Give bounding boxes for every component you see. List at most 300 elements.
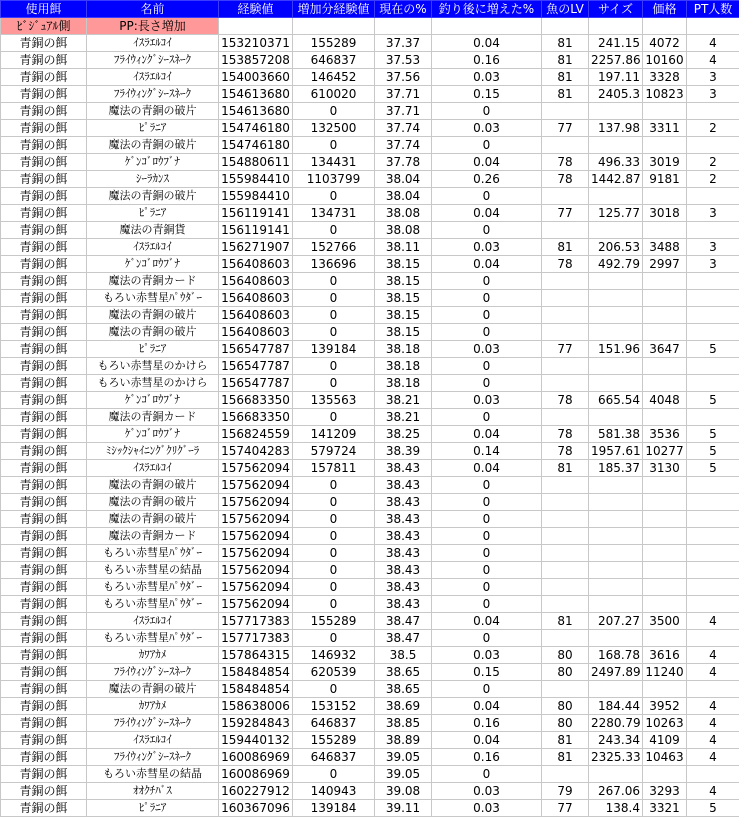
cell-price[interactable]: 3952 <box>643 698 687 715</box>
cell-exp-gain[interactable]: 0 <box>293 137 375 154</box>
cell-price[interactable] <box>643 375 687 392</box>
cell-party-size[interactable]: 4 <box>687 715 739 732</box>
cell-fish-level[interactable]: 78 <box>542 392 589 409</box>
cell-size[interactable] <box>589 137 643 154</box>
cell-exp[interactable]: 157404283 <box>219 443 293 460</box>
cell-bait[interactable]: 青銅の餌 <box>1 392 87 409</box>
cell-bait[interactable]: 青銅の餌 <box>1 630 87 647</box>
empty-cell[interactable] <box>687 18 739 35</box>
cell-party-size[interactable] <box>687 273 739 290</box>
cell-name[interactable]: ﾋﾟﾗﾆｱ <box>87 800 219 817</box>
cell-price[interactable] <box>643 307 687 324</box>
cell-percent-gain[interactable]: 0.14 <box>432 443 542 460</box>
cell-exp[interactable]: 157717383 <box>219 630 293 647</box>
cell-bait[interactable]: 青銅の餌 <box>1 188 87 205</box>
cell-size[interactable]: 125.77 <box>589 205 643 222</box>
cell-percent-gain[interactable]: 0.03 <box>432 783 542 800</box>
cell-name[interactable]: ﾌﾗｲｳｨﾝｸﾞｼｰｽﾈｰｸ <box>87 86 219 103</box>
cell-percent-gain[interactable]: 0.03 <box>432 69 542 86</box>
cell-fish-level[interactable] <box>542 511 589 528</box>
cell-exp-gain[interactable]: 134731 <box>293 205 375 222</box>
cell-party-size[interactable]: 2 <box>687 120 739 137</box>
cell-price[interactable] <box>643 494 687 511</box>
cell-exp[interactable]: 156408603 <box>219 324 293 341</box>
cell-party-size[interactable]: 4 <box>687 783 739 800</box>
cell-fish-level[interactable]: 78 <box>542 154 589 171</box>
cell-fish-level[interactable]: 81 <box>542 460 589 477</box>
cell-current-percent[interactable]: 38.21 <box>375 392 432 409</box>
cell-exp[interactable]: 156271907 <box>219 239 293 256</box>
cell-size[interactable] <box>589 596 643 613</box>
header-price[interactable]: 価格 <box>643 1 687 18</box>
cell-exp-gain[interactable]: 0 <box>293 477 375 494</box>
cell-name[interactable]: ｲｽﾗｴﾙｺｲ <box>87 239 219 256</box>
cell-name[interactable]: 魔法の青銅の破片 <box>87 681 219 698</box>
cell-bait[interactable]: 青銅の餌 <box>1 52 87 69</box>
cell-fish-level[interactable] <box>542 681 589 698</box>
cell-current-percent[interactable]: 37.56 <box>375 69 432 86</box>
cell-exp-gain[interactable]: 136696 <box>293 256 375 273</box>
cell-name[interactable]: ﾌﾗｲｳｨﾝｸﾞｼｰｽﾈｰｸ <box>87 749 219 766</box>
header-current-percent[interactable]: 現在の% <box>375 1 432 18</box>
cell-size[interactable]: 243.34 <box>589 732 643 749</box>
cell-exp-gain[interactable]: 0 <box>293 358 375 375</box>
cell-bait[interactable]: 青銅の餌 <box>1 409 87 426</box>
cell-current-percent[interactable]: 37.74 <box>375 137 432 154</box>
cell-fish-level[interactable]: 78 <box>542 426 589 443</box>
cell-bait[interactable]: 青銅の餌 <box>1 35 87 52</box>
cell-exp[interactable]: 154613680 <box>219 103 293 120</box>
cell-party-size[interactable]: 5 <box>687 460 739 477</box>
header-percent-gain[interactable]: 釣り後に増えた% <box>432 1 542 18</box>
cell-price[interactable] <box>643 137 687 154</box>
cell-exp-gain[interactable]: 0 <box>293 290 375 307</box>
cell-party-size[interactable]: 4 <box>687 35 739 52</box>
cell-exp-gain[interactable]: 0 <box>293 511 375 528</box>
cell-name[interactable]: ｹﾞﾝｺﾞﾛｳﾌﾞﾅ <box>87 256 219 273</box>
cell-exp-gain[interactable]: 0 <box>293 494 375 511</box>
cell-name[interactable]: ｶﾜｱｶﾒ <box>87 647 219 664</box>
cell-current-percent[interactable]: 38.43 <box>375 545 432 562</box>
cell-fish-level[interactable] <box>542 477 589 494</box>
cell-party-size[interactable]: 3 <box>687 239 739 256</box>
cell-bait[interactable]: 青銅の餌 <box>1 715 87 732</box>
cell-current-percent[interactable]: 38.43 <box>375 579 432 596</box>
cell-name[interactable]: ﾋﾟﾗﾆｱ <box>87 120 219 137</box>
cell-name[interactable]: もろい赤彗星の結晶 <box>87 766 219 783</box>
cell-fish-level[interactable]: 81 <box>542 86 589 103</box>
cell-percent-gain[interactable]: 0.03 <box>432 392 542 409</box>
cell-name[interactable]: ﾌﾗｲｳｨﾝｸﾞｼｰｽﾈｰｸ <box>87 715 219 732</box>
cell-current-percent[interactable]: 37.71 <box>375 86 432 103</box>
cell-exp[interactable]: 155984410 <box>219 188 293 205</box>
cell-bait[interactable]: 青銅の餌 <box>1 511 87 528</box>
cell-exp-gain[interactable]: 0 <box>293 766 375 783</box>
cell-current-percent[interactable]: 38.43 <box>375 460 432 477</box>
cell-party-size[interactable] <box>687 290 739 307</box>
cell-size[interactable]: 267.06 <box>589 783 643 800</box>
cell-bait[interactable]: 青銅の餌 <box>1 69 87 86</box>
cell-name[interactable]: ﾋﾟﾗﾆｱ <box>87 205 219 222</box>
cell-bait[interactable]: 青銅の餌 <box>1 477 87 494</box>
cell-percent-gain[interactable]: 0 <box>432 528 542 545</box>
cell-current-percent[interactable]: 39.05 <box>375 766 432 783</box>
cell-party-size[interactable] <box>687 477 739 494</box>
cell-size[interactable]: 184.44 <box>589 698 643 715</box>
cell-percent-gain[interactable]: 0.04 <box>432 205 542 222</box>
cell-party-size[interactable]: 3 <box>687 69 739 86</box>
cell-fish-level[interactable]: 80 <box>542 647 589 664</box>
cell-current-percent[interactable]: 37.78 <box>375 154 432 171</box>
cell-exp[interactable]: 156683350 <box>219 392 293 409</box>
cell-exp[interactable]: 157562094 <box>219 511 293 528</box>
cell-size[interactable] <box>589 630 643 647</box>
cell-size[interactable] <box>589 494 643 511</box>
cell-percent-gain[interactable]: 0.03 <box>432 800 542 817</box>
cell-party-size[interactable]: 4 <box>687 664 739 681</box>
cell-percent-gain[interactable]: 0.04 <box>432 460 542 477</box>
cell-fish-level[interactable] <box>542 409 589 426</box>
cell-exp[interactable]: 157562094 <box>219 596 293 613</box>
cell-exp-gain[interactable]: 153152 <box>293 698 375 715</box>
cell-party-size[interactable]: 5 <box>687 426 739 443</box>
cell-exp-gain[interactable]: 610020 <box>293 86 375 103</box>
cell-current-percent[interactable]: 39.05 <box>375 749 432 766</box>
cell-exp[interactable]: 160367096 <box>219 800 293 817</box>
cell-fish-level[interactable] <box>542 494 589 511</box>
cell-bait[interactable]: 青銅の餌 <box>1 358 87 375</box>
cell-party-size[interactable]: 2 <box>687 154 739 171</box>
cell-party-size[interactable]: 2 <box>687 171 739 188</box>
cell-current-percent[interactable]: 38.5 <box>375 647 432 664</box>
cell-percent-gain[interactable]: 0.03 <box>432 120 542 137</box>
cell-exp[interactable]: 157562094 <box>219 494 293 511</box>
cell-percent-gain[interactable]: 0 <box>432 766 542 783</box>
cell-current-percent[interactable]: 38.15 <box>375 307 432 324</box>
cell-name[interactable]: もろい赤彗星ﾊﾟｳﾀﾞｰ <box>87 596 219 613</box>
cell-party-size[interactable] <box>687 766 739 783</box>
cell-size[interactable]: 2257.86 <box>589 52 643 69</box>
cell-fish-level[interactable] <box>542 358 589 375</box>
header-exp[interactable]: 経験値 <box>219 1 293 18</box>
cell-fish-level[interactable] <box>542 596 589 613</box>
cell-exp-gain[interactable]: 620539 <box>293 664 375 681</box>
cell-exp-gain[interactable]: 646837 <box>293 52 375 69</box>
cell-exp-gain[interactable]: 0 <box>293 596 375 613</box>
cell-price[interactable] <box>643 511 687 528</box>
cell-price[interactable] <box>643 579 687 596</box>
cell-exp-gain[interactable]: 0 <box>293 375 375 392</box>
cell-party-size[interactable] <box>687 324 739 341</box>
cell-percent-gain[interactable]: 0 <box>432 596 542 613</box>
cell-fish-level[interactable]: 80 <box>542 698 589 715</box>
cell-bait[interactable]: 青銅の餌 <box>1 545 87 562</box>
cell-price[interactable] <box>643 290 687 307</box>
cell-exp[interactable]: 156683350 <box>219 409 293 426</box>
cell-size[interactable]: 1957.61 <box>589 443 643 460</box>
cell-size[interactable] <box>589 579 643 596</box>
cell-exp[interactable]: 154746180 <box>219 120 293 137</box>
cell-bait[interactable]: 青銅の餌 <box>1 120 87 137</box>
cell-exp-gain[interactable]: 0 <box>293 545 375 562</box>
cell-name[interactable]: ｹﾞﾝｺﾞﾛｳﾌﾞﾅ <box>87 154 219 171</box>
cell-current-percent[interactable]: 38.18 <box>375 375 432 392</box>
empty-cell[interactable] <box>432 18 542 35</box>
cell-fish-level[interactable]: 81 <box>542 35 589 52</box>
cell-bait[interactable]: 青銅の餌 <box>1 800 87 817</box>
cell-party-size[interactable] <box>687 528 739 545</box>
cell-bait[interactable]: 青銅の餌 <box>1 460 87 477</box>
cell-name[interactable]: 魔法の青銅カード <box>87 409 219 426</box>
cell-size[interactable]: 1442.87 <box>589 171 643 188</box>
empty-cell[interactable] <box>293 18 375 35</box>
cell-size[interactable] <box>589 103 643 120</box>
cell-exp[interactable]: 157562094 <box>219 477 293 494</box>
cell-percent-gain[interactable]: 0.16 <box>432 715 542 732</box>
header-party-size[interactable]: PT人数 <box>687 1 739 18</box>
cell-exp-gain[interactable]: 146932 <box>293 647 375 664</box>
cell-price[interactable] <box>643 358 687 375</box>
cell-name[interactable]: ﾌﾗｲｳｨﾝｸﾞｼｰｽﾈｰｸ <box>87 664 219 681</box>
cell-price[interactable] <box>643 596 687 613</box>
cell-party-size[interactable]: 4 <box>687 749 739 766</box>
cell-party-size[interactable] <box>687 630 739 647</box>
cell-percent-gain[interactable]: 0.16 <box>432 749 542 766</box>
cell-exp-gain[interactable]: 0 <box>293 188 375 205</box>
cell-exp[interactable]: 160227912 <box>219 783 293 800</box>
cell-bait[interactable]: 青銅の餌 <box>1 783 87 800</box>
cell-name[interactable]: ｹﾞﾝｺﾞﾛｳﾌﾞﾅ <box>87 392 219 409</box>
cell-exp-gain[interactable]: 157811 <box>293 460 375 477</box>
cell-fish-level[interactable] <box>542 307 589 324</box>
cell-current-percent[interactable]: 38.69 <box>375 698 432 715</box>
cell-name[interactable]: ﾐｼｯｸｼｬｲﾆﾝｸﾞｸﾘｸﾞｰﾗ <box>87 443 219 460</box>
cell-name[interactable]: ｼｰﾗｶﾝｽ <box>87 171 219 188</box>
cell-fish-level[interactable]: 77 <box>542 800 589 817</box>
cell-party-size[interactable] <box>687 103 739 120</box>
cell-price[interactable] <box>643 477 687 494</box>
cell-bait[interactable]: 青銅の餌 <box>1 324 87 341</box>
cell-name[interactable]: もろい赤彗星のかけら <box>87 375 219 392</box>
cell-bait[interactable]: 青銅の餌 <box>1 698 87 715</box>
cell-exp-gain[interactable]: 139184 <box>293 800 375 817</box>
cell-price[interactable]: 3616 <box>643 647 687 664</box>
cell-size[interactable] <box>589 324 643 341</box>
cell-percent-gain[interactable]: 0 <box>432 630 542 647</box>
cell-price[interactable]: 3488 <box>643 239 687 256</box>
cell-current-percent[interactable]: 38.15 <box>375 273 432 290</box>
empty-cell[interactable] <box>589 18 643 35</box>
cell-party-size[interactable] <box>687 137 739 154</box>
cell-current-percent[interactable]: 38.85 <box>375 715 432 732</box>
cell-current-percent[interactable]: 38.15 <box>375 256 432 273</box>
cell-party-size[interactable]: 4 <box>687 52 739 69</box>
header-exp-gain[interactable]: 増加分経験値 <box>293 1 375 18</box>
cell-bait[interactable]: 青銅の餌 <box>1 171 87 188</box>
cell-exp[interactable]: 156408603 <box>219 307 293 324</box>
cell-percent-gain[interactable]: 0 <box>432 562 542 579</box>
cell-fish-level[interactable]: 78 <box>542 443 589 460</box>
cell-party-size[interactable]: 5 <box>687 392 739 409</box>
cell-current-percent[interactable]: 38.04 <box>375 171 432 188</box>
cell-bait[interactable]: 青銅の餌 <box>1 664 87 681</box>
cell-size[interactable] <box>589 511 643 528</box>
cell-price[interactable] <box>643 103 687 120</box>
cell-percent-gain[interactable]: 0 <box>432 375 542 392</box>
cell-bait[interactable]: 青銅の餌 <box>1 647 87 664</box>
cell-exp-gain[interactable]: 0 <box>293 307 375 324</box>
cell-size[interactable]: 206.53 <box>589 239 643 256</box>
cell-fish-level[interactable]: 80 <box>542 715 589 732</box>
cell-exp[interactable]: 158638006 <box>219 698 293 715</box>
cell-name[interactable]: 魔法の青銅の破片 <box>87 477 219 494</box>
cell-current-percent[interactable]: 38.18 <box>375 358 432 375</box>
cell-party-size[interactable] <box>687 358 739 375</box>
cell-price[interactable]: 11240 <box>643 664 687 681</box>
header-bait[interactable]: 使用餌 <box>1 1 87 18</box>
cell-size[interactable] <box>589 409 643 426</box>
cell-price[interactable]: 3647 <box>643 341 687 358</box>
cell-fish-level[interactable]: 81 <box>542 749 589 766</box>
header-size[interactable]: サイズ <box>589 1 643 18</box>
cell-party-size[interactable]: 3 <box>687 256 739 273</box>
cell-size[interactable]: 496.33 <box>589 154 643 171</box>
cell-party-size[interactable]: 5 <box>687 341 739 358</box>
cell-size[interactable]: 137.98 <box>589 120 643 137</box>
cell-percent-gain[interactable]: 0 <box>432 290 542 307</box>
cell-bait[interactable]: 青銅の餌 <box>1 307 87 324</box>
cell-bait[interactable]: 青銅の餌 <box>1 426 87 443</box>
cell-bait[interactable]: 青銅の餌 <box>1 749 87 766</box>
cell-exp[interactable]: 157562094 <box>219 460 293 477</box>
cell-bait[interactable]: 青銅の餌 <box>1 256 87 273</box>
cell-exp[interactable]: 157864315 <box>219 647 293 664</box>
cell-fish-level[interactable] <box>542 324 589 341</box>
cell-percent-gain[interactable]: 0 <box>432 307 542 324</box>
cell-current-percent[interactable]: 39.08 <box>375 783 432 800</box>
subheader-visual-side[interactable]: ﾋﾞｼﾞｭｱﾙ側 <box>1 18 87 35</box>
cell-exp[interactable]: 156408603 <box>219 273 293 290</box>
cell-exp[interactable]: 157562094 <box>219 528 293 545</box>
cell-percent-gain[interactable]: 0 <box>432 273 542 290</box>
cell-exp[interactable]: 156408603 <box>219 290 293 307</box>
cell-price[interactable] <box>643 630 687 647</box>
cell-size[interactable]: 2280.79 <box>589 715 643 732</box>
cell-fish-level[interactable]: 81 <box>542 69 589 86</box>
cell-bait[interactable]: 青銅の餌 <box>1 290 87 307</box>
cell-exp[interactable]: 156119141 <box>219 222 293 239</box>
cell-price[interactable] <box>643 409 687 426</box>
cell-fish-level[interactable]: 81 <box>542 613 589 630</box>
cell-percent-gain[interactable]: 0 <box>432 137 542 154</box>
cell-size[interactable]: 2405.3 <box>589 86 643 103</box>
cell-percent-gain[interactable]: 0.04 <box>432 613 542 630</box>
header-name[interactable]: 名前 <box>87 1 219 18</box>
cell-bait[interactable]: 青銅の餌 <box>1 494 87 511</box>
cell-fish-level[interactable]: 77 <box>542 205 589 222</box>
cell-current-percent[interactable]: 38.04 <box>375 188 432 205</box>
cell-party-size[interactable] <box>687 409 739 426</box>
cell-exp[interactable]: 156547787 <box>219 375 293 392</box>
cell-name[interactable]: もろい赤彗星ﾊﾟｳﾀﾞｰ <box>87 579 219 596</box>
cell-current-percent[interactable]: 38.43 <box>375 596 432 613</box>
cell-party-size[interactable] <box>687 511 739 528</box>
cell-percent-gain[interactable]: 0 <box>432 409 542 426</box>
empty-cell[interactable] <box>643 18 687 35</box>
cell-party-size[interactable]: 5 <box>687 443 739 460</box>
cell-party-size[interactable] <box>687 596 739 613</box>
cell-fish-level[interactable]: 77 <box>542 341 589 358</box>
cell-current-percent[interactable]: 37.71 <box>375 103 432 120</box>
cell-current-percent[interactable]: 38.47 <box>375 630 432 647</box>
cell-fish-level[interactable]: 81 <box>542 732 589 749</box>
cell-price[interactable]: 4048 <box>643 392 687 409</box>
cell-price[interactable]: 9181 <box>643 171 687 188</box>
cell-exp[interactable]: 157717383 <box>219 613 293 630</box>
cell-party-size[interactable]: 5 <box>687 800 739 817</box>
cell-party-size[interactable] <box>687 494 739 511</box>
cell-percent-gain[interactable]: 0.04 <box>432 35 542 52</box>
cell-bait[interactable]: 青銅の餌 <box>1 579 87 596</box>
cell-fish-level[interactable] <box>542 273 589 290</box>
cell-bait[interactable]: 青銅の餌 <box>1 443 87 460</box>
cell-exp-gain[interactable]: 132500 <box>293 120 375 137</box>
cell-exp-gain[interactable]: 0 <box>293 528 375 545</box>
cell-percent-gain[interactable]: 0 <box>432 681 542 698</box>
cell-name[interactable]: ｲｽﾗｴﾙｺｲ <box>87 732 219 749</box>
cell-exp[interactable]: 156119141 <box>219 205 293 222</box>
cell-bait[interactable]: 青銅の餌 <box>1 103 87 120</box>
cell-percent-gain[interactable]: 0 <box>432 579 542 596</box>
cell-fish-level[interactable] <box>542 579 589 596</box>
cell-current-percent[interactable]: 38.43 <box>375 477 432 494</box>
cell-size[interactable] <box>589 562 643 579</box>
cell-name[interactable]: ｹﾞﾝｺﾞﾛｳﾌﾞﾅ <box>87 426 219 443</box>
cell-bait[interactable]: 青銅の餌 <box>1 562 87 579</box>
cell-price[interactable]: 10160 <box>643 52 687 69</box>
cell-fish-level[interactable] <box>542 528 589 545</box>
cell-current-percent[interactable]: 38.43 <box>375 562 432 579</box>
cell-name[interactable]: ｶﾜｱｶﾒ <box>87 698 219 715</box>
cell-size[interactable]: 241.15 <box>589 35 643 52</box>
cell-percent-gain[interactable]: 0.04 <box>432 698 542 715</box>
cell-exp[interactable]: 154880611 <box>219 154 293 171</box>
cell-exp[interactable]: 155984410 <box>219 171 293 188</box>
cell-party-size[interactable] <box>687 375 739 392</box>
cell-price[interactable] <box>643 562 687 579</box>
cell-price[interactable] <box>643 222 687 239</box>
cell-exp[interactable]: 154746180 <box>219 137 293 154</box>
cell-exp[interactable]: 158484854 <box>219 664 293 681</box>
cell-exp-gain[interactable]: 0 <box>293 579 375 596</box>
cell-name[interactable]: 魔法の青銅の破片 <box>87 307 219 324</box>
cell-bait[interactable]: 青銅の餌 <box>1 732 87 749</box>
cell-size[interactable] <box>589 681 643 698</box>
cell-exp-gain[interactable]: 0 <box>293 324 375 341</box>
cell-exp[interactable]: 153210371 <box>219 35 293 52</box>
cell-exp-gain[interactable]: 139184 <box>293 341 375 358</box>
cell-current-percent[interactable]: 37.37 <box>375 35 432 52</box>
cell-percent-gain[interactable]: 0.04 <box>432 256 542 273</box>
cell-percent-gain[interactable]: 0 <box>432 324 542 341</box>
cell-current-percent[interactable]: 37.53 <box>375 52 432 69</box>
cell-fish-level[interactable] <box>542 545 589 562</box>
cell-price[interactable]: 4109 <box>643 732 687 749</box>
cell-current-percent[interactable]: 38.11 <box>375 239 432 256</box>
cell-name[interactable]: もろい赤彗星の結晶 <box>87 562 219 579</box>
cell-size[interactable]: 581.38 <box>589 426 643 443</box>
cell-price[interactable]: 3019 <box>643 154 687 171</box>
